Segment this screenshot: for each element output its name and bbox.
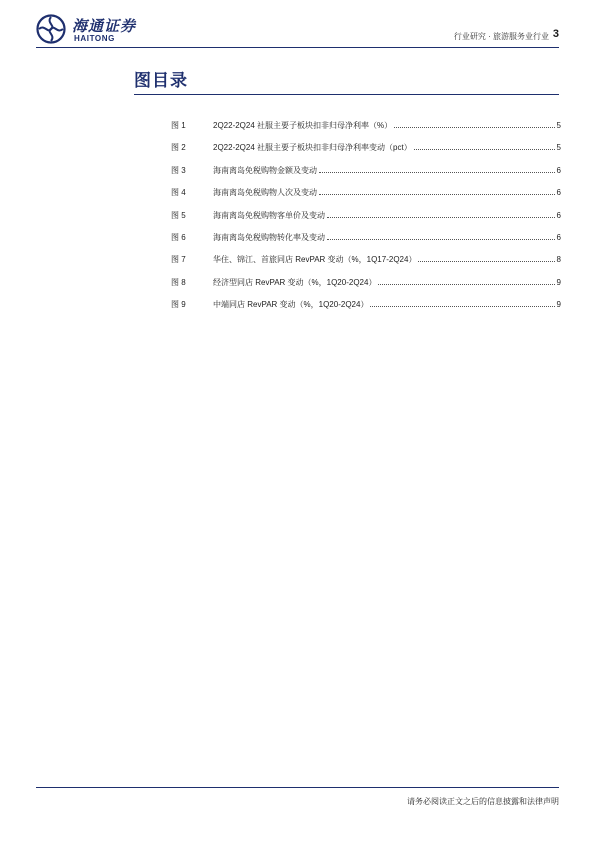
- toc-dot-leader: [327, 216, 555, 218]
- toc-figure-caption: 2Q22-2Q24 社服主要子板块扣非归母净利率变动（pct）: [213, 143, 412, 153]
- brand-name-cn: 海通证券: [72, 17, 137, 35]
- toc-figure-caption: 经济型同店 RevPAR 变动（%，1Q20-2Q24）: [213, 277, 377, 287]
- toc-entry-5[interactable]: [171, 210, 561, 232]
- toc-entry-3[interactable]: [171, 165, 561, 187]
- toc-figure-caption: 华住、锦江、首旅同店 RevPAR 变动（%，1Q17-2Q24）: [213, 255, 417, 265]
- toc-entry-2[interactable]: [171, 142, 561, 164]
- toc-dot-leader: [370, 305, 554, 307]
- toc-figure-number: 图 4: [171, 188, 186, 198]
- toc-title-underline: [134, 94, 559, 95]
- toc-entry-6[interactable]: [171, 232, 561, 254]
- toc-page-number: 5: [556, 121, 561, 130]
- toc-figure-number: 图 9: [171, 300, 186, 310]
- toc-figure-number: 图 7: [171, 255, 186, 265]
- toc-figure-number: 图 3: [171, 165, 186, 175]
- toc-figure-caption: 海南离岛免税购物客单价及变动: [213, 210, 325, 220]
- toc-figure-caption: 中端同店 RevPAR 变动（%，1Q20-2Q24）: [213, 300, 369, 310]
- toc-figure-number: 图 8: [171, 277, 186, 287]
- toc-page-number: 6: [556, 232, 561, 242]
- toc-page-number: 9: [556, 300, 561, 310]
- figure-toc-list: [171, 120, 561, 322]
- toc-entry-1[interactable]: [171, 120, 561, 142]
- toc-figure-number: 图 1: [171, 121, 186, 130]
- toc-figure-number: 图 2: [171, 143, 186, 153]
- haitong-emblem-icon: [36, 14, 66, 44]
- header-section-label: 行业研究 · 旅游服务业行业: [453, 32, 549, 41]
- toc-entry-7[interactable]: [171, 254, 561, 276]
- toc-dot-leader: [319, 171, 555, 173]
- toc-entry-9[interactable]: [171, 299, 561, 321]
- toc-dot-leader: [378, 283, 554, 285]
- toc-dot-leader: [394, 126, 554, 128]
- haitong-logo: [36, 14, 146, 48]
- toc-figure-caption: 海南离岛免税购物金额及变动: [213, 165, 317, 175]
- footer-disclaimer-notice: 请务必阅读正文之后的信息披露和法律声明: [407, 797, 559, 806]
- toc-figure-caption: 海南离岛免税购物转化率及变动: [213, 232, 325, 242]
- toc-figure-caption: 海南离岛免税购物人次及变动: [213, 188, 317, 198]
- toc-dot-leader: [418, 260, 554, 262]
- toc-title: 图目录: [134, 71, 188, 91]
- toc-page-number: 9: [556, 277, 561, 287]
- toc-page-number: 6: [556, 210, 561, 220]
- header-divider: [36, 47, 559, 48]
- toc-figure-caption: 2Q22-2Q24 社服主要子板块扣非归母净利率（%）: [213, 121, 393, 130]
- toc-figure-number: 图 5: [171, 210, 186, 220]
- toc-figure-number: 图 6: [171, 232, 186, 242]
- toc-page-number: 6: [556, 188, 561, 198]
- toc-page-number: 8: [556, 255, 561, 265]
- toc-page-number: 6: [556, 165, 561, 175]
- toc-page-number: 5: [556, 143, 561, 153]
- toc-dot-leader: [414, 148, 555, 150]
- toc-entry-8[interactable]: [171, 277, 561, 299]
- toc-dot-leader: [319, 193, 555, 195]
- footer-divider: [36, 787, 559, 788]
- toc-entry-4[interactable]: [171, 187, 561, 209]
- brand-name-en: HAITONG: [74, 34, 115, 43]
- page-number: 3: [552, 28, 559, 40]
- toc-dot-leader: [327, 238, 555, 240]
